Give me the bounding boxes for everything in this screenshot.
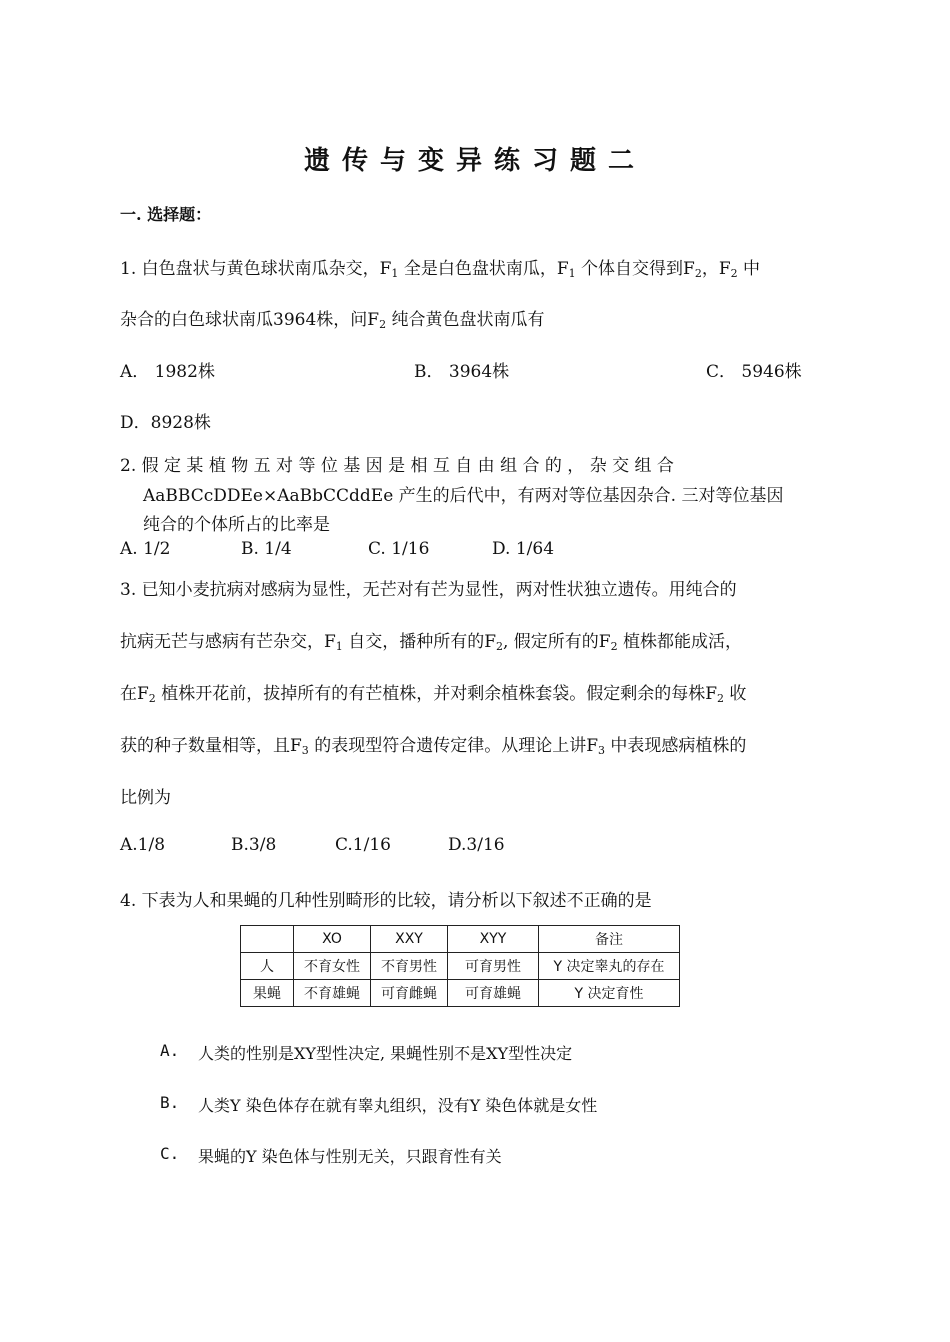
q3-text-part: 植株开花前，拔掉所有的有芒植株，并对剩余植株套袋。假定剩余的每株F <box>155 684 717 704</box>
q3-option-c: C.1/16 <box>335 835 391 855</box>
subscript: 2 <box>730 267 738 280</box>
table-cell: Y 决定睾丸的存在 <box>539 953 680 980</box>
option-text: 果蝇的Y 染色体与性别无关，只跟育性有关 <box>198 1147 502 1166</box>
subscript: 2 <box>610 640 618 653</box>
question-4-stem: 4. 下表为人和果蝇的几种性别畸形的比较，请分析以下叙述不正确的是 <box>120 891 652 911</box>
question-2-line-1: 2. 假 定 某 植 物 五 对 等 位 基 因 是 相 互 自 由 组 合 的 ， 杂 交 组 合 <box>120 456 674 476</box>
subscript: 3 <box>301 744 309 757</box>
question-1-line-2 <box>120 305 544 330</box>
page-title: 遗传与变异练习题二 <box>303 146 646 176</box>
q1-text-part: 中 <box>737 259 761 279</box>
question-3-line-2 <box>120 627 742 652</box>
subscript: 2 <box>717 692 724 705</box>
table-cell: 可育男性 <box>448 953 539 980</box>
table-cell: 果蝇 <box>241 980 294 1007</box>
option-letter: C. <box>160 1144 180 1163</box>
comparison-table <box>240 925 680 1007</box>
table-row <box>241 980 680 1007</box>
q4-option-b <box>160 1093 598 1115</box>
q3-text-part: 的表现型符合遗传定律。从理论上讲F <box>308 736 598 756</box>
table-cell: 不育女性 <box>294 953 371 980</box>
option-letter: A. <box>160 1041 180 1060</box>
question-2-line-3: 纯合的个体所占的比率是 <box>143 515 330 535</box>
option-letter: B. <box>160 1093 180 1112</box>
table-header-row <box>241 926 680 953</box>
q1-text-part: 杂合的白色球状南瓜3964株，问F <box>120 310 380 330</box>
table-cell: Y 决定育性 <box>539 980 680 1007</box>
q3-text-part: 在F <box>120 684 149 704</box>
question-3-line-4 <box>120 731 746 756</box>
section-heading: 一. 选择题： <box>120 205 212 224</box>
table-cell: 可育雌蝇 <box>371 980 448 1007</box>
subscript: 2 <box>148 692 156 705</box>
subscript: 2 <box>379 318 387 331</box>
q4-option-a <box>160 1041 573 1063</box>
q3-option-d: D.3/16 <box>448 835 505 855</box>
table-row <box>241 953 680 980</box>
table-cell: 不育雄蝇 <box>294 980 371 1007</box>
q3-text-part: , 假定所有的F <box>503 632 611 652</box>
question-3-line-5: 比例为 <box>120 788 171 808</box>
question-2-line-2: AaBBCcDDEe×AaBbCCddEe 产生的后代中，有两对等位基因杂合. 三对等位基因 <box>143 486 784 506</box>
q2-option-c: C. 1/16 <box>368 539 430 559</box>
q1-option-c: C． 5946株 <box>706 362 802 382</box>
q1-text-part: 1. 白色盘状与黄色球状南瓜杂交，F <box>120 259 392 279</box>
table-cell: XYY <box>448 926 539 953</box>
table-cell: 人 <box>241 953 294 980</box>
q3-option-b: B.3/8 <box>231 835 277 855</box>
subscript: 1 <box>568 267 576 280</box>
question-3-line-1: 3. 已知小麦抗病对感病为显性，无芒对有芒为显性，两对性状独立遗传。用纯合的 <box>120 580 737 600</box>
q1-option-a: A． 1982株 <box>120 362 215 382</box>
table-cell: XXY <box>371 926 448 953</box>
q1-option-b: B． 3964株 <box>414 362 510 382</box>
subscript: 1 <box>335 640 343 653</box>
q3-text-part: 植株都能成活， <box>617 632 743 652</box>
q2-option-d: D. 1/64 <box>492 539 555 559</box>
q3-text-part: 收 <box>724 684 747 704</box>
q3-option-a: A.1/8 <box>120 835 166 855</box>
table-cell: XO <box>294 926 371 953</box>
q1-text-part: 个体自交得到F <box>575 259 695 279</box>
q2-option-a: A. 1/2 <box>120 539 171 559</box>
table-cell <box>241 926 294 953</box>
q3-text-part: 抗病无芒与感病有芒杂交，F <box>120 632 336 652</box>
subscript: 3 <box>598 744 605 757</box>
table-cell: 备注 <box>539 926 680 953</box>
q1-option-d: D．8928株 <box>120 413 211 433</box>
q1-text-part: 全是白色盘状南瓜，F <box>398 259 569 279</box>
q4-option-c <box>160 1144 502 1166</box>
subscript: 1 <box>391 267 399 280</box>
option-text: 人类Y 染色体存在就有睾丸组织，没有Y 染色体就是女性 <box>198 1096 598 1115</box>
table-cell: 不育男性 <box>371 953 448 980</box>
subscript: 2 <box>496 640 503 653</box>
q2-option-b: B. 1/4 <box>241 539 292 559</box>
question-3-line-3 <box>120 679 746 704</box>
q3-text-part: 自交，播种所有的F <box>342 632 496 652</box>
option-text: 人类的性别是XY型性决定, 果蝇性别不是XY型性决定 <box>198 1044 573 1063</box>
q3-text-part: 中表现感病植株的 <box>605 736 747 756</box>
question-1-line-1 <box>120 254 760 279</box>
q3-text-part: 获的种子数量相等，且F <box>120 736 302 756</box>
q1-text-part: 纯合黄色盘状南瓜有 <box>386 310 545 330</box>
subscript: 2 <box>694 267 702 280</box>
q1-text-part: ，F <box>701 259 731 279</box>
table-cell: 可育雄蝇 <box>448 980 539 1007</box>
